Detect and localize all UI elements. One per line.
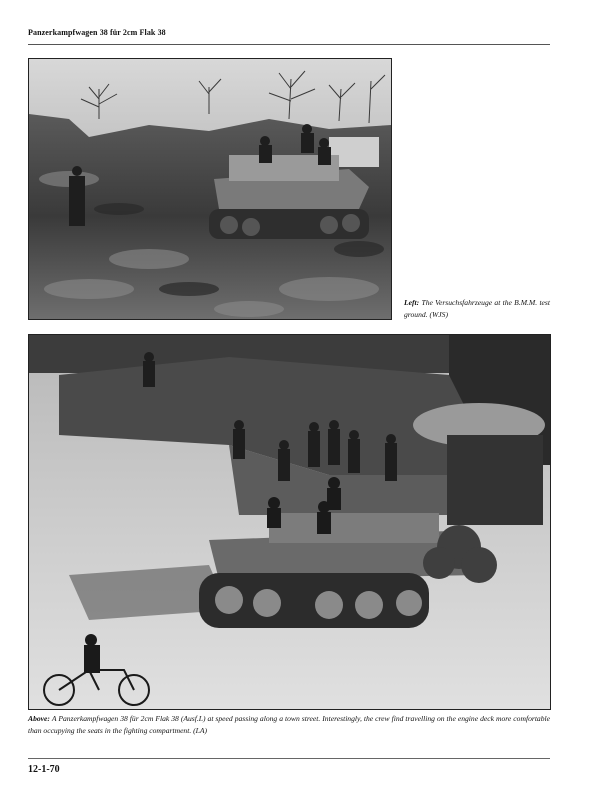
caption-main-lead: Above: bbox=[28, 714, 50, 723]
page-folio: 12-1-70 bbox=[28, 764, 60, 775]
photo-test-ground bbox=[28, 58, 392, 320]
footer-rule bbox=[28, 758, 550, 759]
caption-main-text: A Panzerkampfwagen 38 für 2cm Flak 38 (Ausf.L) at speed passing along a town street. Interestingly, the crew find travelling on the engine deck more comfortable than occupying the seats in the fighting compartment. (LA) bbox=[28, 714, 551, 735]
caption-side-text: The Versuchsfahrzeuge at the B.M.M. test ground. (WJS) bbox=[404, 298, 550, 319]
photo-test-ground-image bbox=[29, 59, 391, 319]
photo-town-street-image bbox=[29, 335, 550, 709]
running-head: Panzerkampfwagen 38 für 2cm Flak 38 bbox=[28, 28, 166, 37]
header-rule bbox=[28, 44, 550, 45]
photo-town-street bbox=[28, 334, 551, 710]
caption-main bbox=[28, 713, 550, 737]
caption-side-lead: Left: bbox=[404, 298, 420, 307]
caption-side bbox=[404, 297, 550, 321]
